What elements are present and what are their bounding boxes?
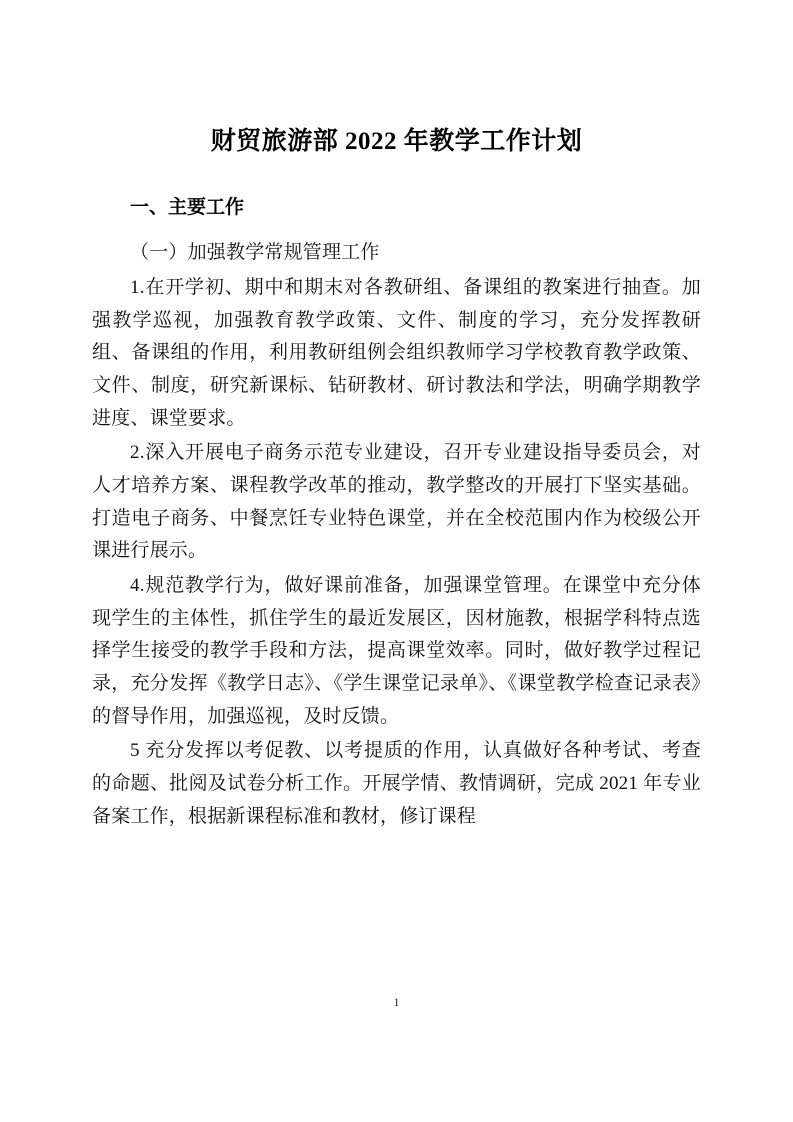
paragraph-item-2: 2.深入开展电子商务示范专业建设，召开专业建设指导委员会，对人才培养方案、课程教学改革的推动，教学整改的开展打下坚实基础。打造电子商务、中餐烹饪专业特色课堂，并在全校范围内作为校级公开课进行展示。	[92, 442, 701, 562]
paragraph-item-5: 5 充分发挥以考促教、以考提质的作用，认真做好各种考试、考查的命题、批阅及试卷分析工作。开展学情、教情调研，完成 2021 年专业备案工作，根据新课程标准和教材，修订课程	[92, 740, 701, 827]
section-heading: 一、主要工作	[130, 197, 245, 218]
page-title: 财贸旅游部 2022 年教学工作计划	[210, 128, 583, 155]
page-number: 1	[393, 995, 400, 1009]
paragraph-item-1: 1.在开学初、期中和期末对各教研组、备课组的教案进行抽查。加强教学巡视，加强教育教学政策、文件、制度的学习，充分发挥教研组、备课组的作用，利用教研组例会组织教师学习学校教育教学政策、文件、制度，研究新课标、钻研教材、研讨教法和学法，明确学期教学进度、课堂要求。	[92, 277, 701, 429]
paragraph-subheading: （一）加强教学常规管理工作	[130, 242, 380, 264]
paragraph-item-4: 4.规范教学行为，做好课前准备，加强课堂管理。在课堂中充分体现学生的主体性，抓住学生的最近发展区，因材施教，根据学科特点选择学生接受的教学手段和方法，提高课堂效率。同时，做好教学过程记录，充分发挥《教学日志》、《学生课堂记录单》、《课堂教学检查记录表》的督导作用，加强巡视，及时反馈。	[92, 575, 701, 727]
